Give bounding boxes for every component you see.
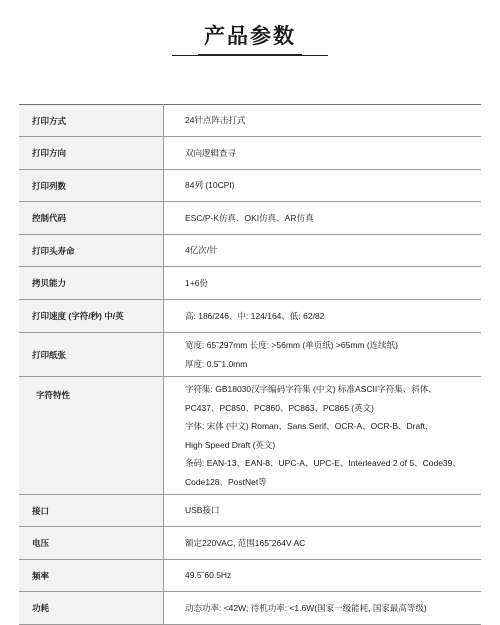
- spec-row: [19, 170, 481, 202]
- spec-value: [164, 235, 482, 267]
- spec-value-line: 高: 186/246、中: 124/164、低: 62/82: [185, 310, 325, 321]
- spec-label: 打印纸张: [19, 333, 164, 377]
- spec-row: [19, 235, 481, 267]
- spec-label: 打印头寿命: [19, 235, 164, 267]
- spec-row: [19, 495, 481, 527]
- page-title: 产品参数: [204, 24, 296, 48]
- spec-label: 频率: [19, 560, 164, 592]
- spec-value-line: 字符集: GB18030汉字编码字符集 (中文) 标准ASCII字符集、斜体、: [185, 384, 437, 394]
- spec-row: [19, 105, 481, 137]
- spec-value-line: PC437、PC850、PC860、PC863、PC865 (英文): [185, 402, 374, 413]
- spec-label: 接口: [19, 495, 164, 527]
- spec-value-line: 字体: 宋体 (中文) Roman、Sans Serif、OCR-A、OCR-B、Draft、: [185, 421, 434, 431]
- spec-value-line: 1+6份: [185, 277, 208, 288]
- spec-row: [19, 560, 481, 592]
- spec-value-line: 宽度: 65˜297mm 长度: >56mm (单页纸) >65mm (连续纸): [185, 340, 399, 350]
- spec-label: 功耗: [19, 592, 164, 625]
- spec-table: [19, 104, 481, 625]
- spec-label: 打印速度 (字符/秒) 中/英: [19, 300, 164, 333]
- spec-value-line: 动态功率: <42W; 待机功率: <1.6W(国家一级能耗, 国家最高等级): [185, 602, 427, 613]
- spec-value: [164, 170, 482, 202]
- spec-row: [19, 137, 481, 170]
- spec-value-line: 84列 (10CPI): [185, 180, 235, 191]
- spec-value-line: USB接口: [185, 505, 220, 516]
- spec-value: [164, 105, 482, 137]
- spec-label: 拷贝能力: [19, 267, 164, 300]
- spec-value: [164, 377, 482, 495]
- spec-value-line: 双向逻辑查寻: [185, 147, 237, 158]
- spec-value: [164, 495, 482, 527]
- spec-value-line: Code128、PostNet等: [185, 476, 267, 487]
- spec-value: [164, 333, 482, 377]
- spec-value: [164, 137, 482, 170]
- spec-value-line: ESC/P-K仿真、OKI仿真、AR仿真: [185, 212, 314, 223]
- spec-label: 打印方式: [19, 105, 164, 137]
- spec-value-line: 24针点阵击打式: [185, 115, 246, 126]
- spec-row: [19, 333, 481, 377]
- spec-value-line: 条码: EAN-13、EAN-8、UPC-A、UPC-E、Interleaved 2 of 5、Code39、: [185, 458, 461, 468]
- title-underline: [198, 54, 302, 56]
- spec-value-line: 额定220VAC, 范围165˜264V AC: [185, 537, 306, 548]
- spec-value: [164, 300, 482, 333]
- spec-label: 打印方向: [19, 137, 164, 170]
- spec-row: [19, 267, 481, 300]
- spec-value: [164, 527, 482, 560]
- spec-value-line: 4亿次/针: [185, 245, 218, 256]
- spec-value-line: 厚度: 0.5˜1.0mm: [185, 358, 248, 369]
- spec-label: 打印列数: [19, 170, 164, 202]
- spec-value: [164, 560, 482, 592]
- spec-label: 字符特性: [19, 377, 164, 495]
- spec-row: [19, 300, 481, 333]
- spec-row: [19, 377, 481, 495]
- spec-label: 控制代码: [19, 202, 164, 235]
- spec-value-line: 49.5˜60.5Hz: [185, 570, 232, 581]
- spec-value-line: High Speed Draft (英文): [185, 439, 276, 450]
- spec-value: [164, 202, 482, 235]
- spec-row: [19, 202, 481, 235]
- spec-row: [19, 527, 481, 560]
- spec-value: [164, 267, 482, 300]
- spec-label: 电压: [19, 527, 164, 560]
